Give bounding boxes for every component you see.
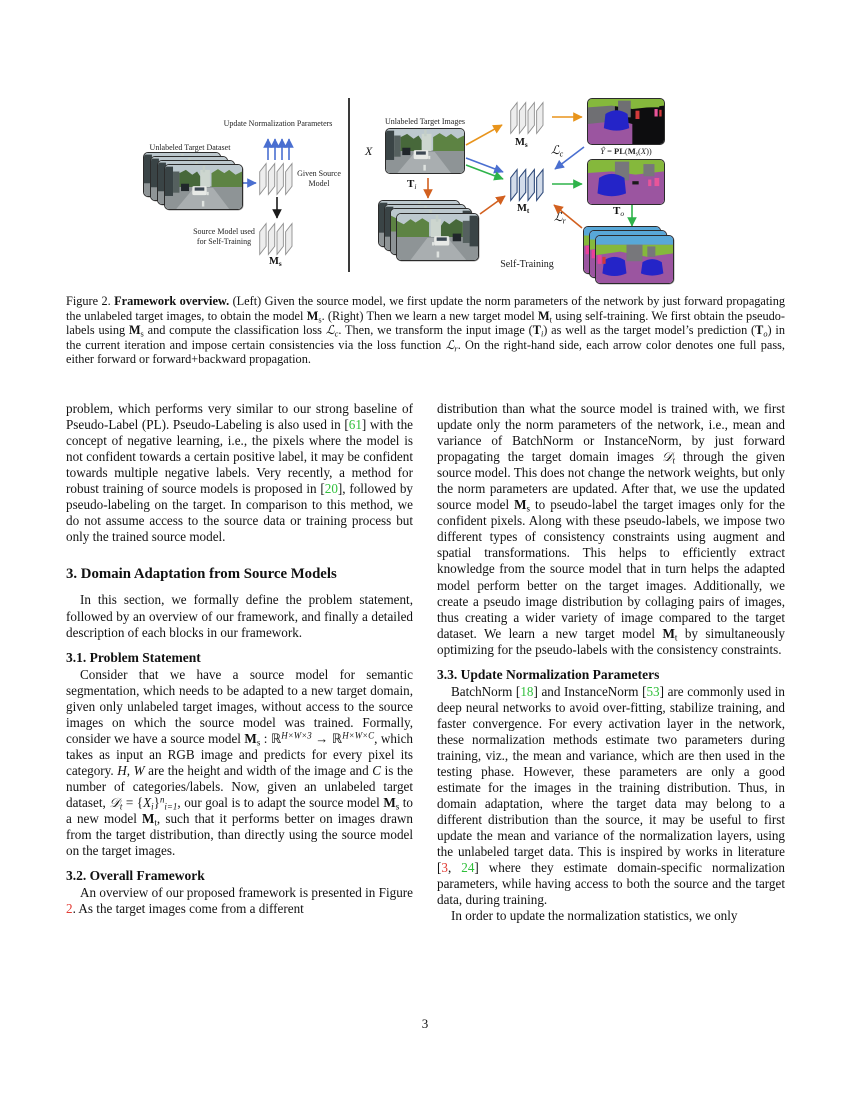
transformed-images-stack xyxy=(378,200,480,262)
paragraph xyxy=(437,401,785,658)
ti-label xyxy=(407,178,416,190)
ms-label-left xyxy=(269,256,282,267)
text-segment: to a new model xyxy=(66,794,413,827)
ms-network-left xyxy=(257,220,297,258)
text-segment: ], followed by pseudo-labeling on the target. In comparison to this method, we do not assume access to the source data or training process but only the trained source model. xyxy=(66,481,413,545)
dataset-label: Unlabeled Target Dataset xyxy=(149,143,231,152)
text-segment: , such that it performs better on images drawn from the target distribution, than directly using the source model on the target images. xyxy=(66,811,413,859)
text-segment: c xyxy=(334,329,339,339)
citation-link[interactable]: ℒ xyxy=(325,323,335,338)
text-segment: ] where they estimate domain-specific normalization parameters, while having access to both the source and the target data, during training. xyxy=(437,860,785,908)
text-segment: T xyxy=(407,178,415,190)
given-source-model-network xyxy=(257,160,297,198)
text-segment: n xyxy=(159,794,165,805)
text-segment: X xyxy=(640,146,647,156)
text-segment: s xyxy=(635,151,639,158)
citation-link[interactable]: ℒ xyxy=(445,337,455,352)
text-segment: c xyxy=(559,149,564,159)
to-label xyxy=(613,205,624,217)
paragraph xyxy=(66,885,413,917)
right-column: distribution than what the source model is trained with, we first update only the norm parameters of the network, i.e., mean and variance of BatchNorm or InstanceNorm, by just forward propagating the target domain images 𝒟$_t$ through the given source model. This does not change the network weights, but only the norm parameters are updated. After that, we use the updated source model $M_s$ to pseudo-label the target images only for the confident pixels. Along with these pseudo-labels, we impose two different types of consistency constraints using augment and spatial transformations. This helps to efficiently extract knowledge from the source model that in turn helps the adapted model perform better on the target images. Additionally, we create a pseudo image distribution by collaging pairs of images, thus creating a wider variety of image compared to the target dataset. We learn a new target model $M_t$ by simultaneously optimizing for the pseudo-labels with the consistency constraints. 3.3. Update Normalization Parameters BatchNorm [18] and InstanceNorm [53] are commonly used in deep neural networks to avoid over-fitting, stabilize training, and faster convergence. For every activation layer in the network, these normalization methods estimate two parameters during training, viz., the mean and variance, which are then used in the testing phase. However, these parameters are only a good estimate for the images in the training distribution. Thus, in domain adaptation, where the target data may belong to a different distribution than the source, it may be useful to first update the mean and variance of the normalization layers, using the unlabeled target data. This is inspired by works in literature [3, 24] where they estimate domain-specific normalization parameters, while having access to both the source and the target data, during training. In order to update the normalization statistics, we only xyxy=(437,401,786,924)
input-image-x xyxy=(385,128,465,174)
text-segment: by simultaneously optimizing for the pseudo-labels with the consistency constraints. xyxy=(437,625,785,657)
given-source-model-label: Given Source Model xyxy=(297,169,341,188)
citation-link[interactable]: ℒ xyxy=(551,143,560,157)
text-segment: )) xyxy=(646,146,652,156)
ms-network-right xyxy=(508,99,548,137)
transformed-predictions-stack xyxy=(583,226,677,284)
text-segment: t xyxy=(119,801,123,812)
text-segment: using self-training. We first obtain the pseudo-labels using xyxy=(66,308,785,338)
text-segment: and compute the classification loss xyxy=(143,323,326,338)
text-segment: C xyxy=(372,762,382,778)
text-segment: Consider that we have a source model for semantic segmentation, which needs to be adapted to a new target domain, given only unlabeled target images, without access to the source images on which the source model was trained. Formally, consider we have a source model xyxy=(66,666,413,746)
text-segment: r xyxy=(454,344,458,354)
citation-link[interactable]: 2 xyxy=(66,901,73,917)
ms-label-right xyxy=(515,137,528,148)
text-segment: t xyxy=(549,315,552,325)
update-norm-label: Update Normalization Parameters xyxy=(223,119,333,128)
text-segment: o xyxy=(620,209,625,219)
source-model-self-training-label: Source Model used for Self-Training xyxy=(193,227,255,246)
figure-caption xyxy=(66,294,785,367)
text-segment: , xyxy=(447,860,462,876)
citation-link[interactable]: ℒ xyxy=(554,210,563,224)
figure-2-diagram xyxy=(65,88,790,288)
text-segment: is the number of categories/labels. Now, given an unlabeled target dataset, xyxy=(66,762,414,810)
text-segment: s xyxy=(395,801,400,812)
text-segment: , our goal is to adapt the source model xyxy=(177,794,384,810)
text-segment: i xyxy=(151,801,154,812)
text-segment: . As the target images come from a different xyxy=(72,901,304,917)
text-segment: X xyxy=(143,794,152,810)
text-segment: s xyxy=(318,315,322,325)
text-segment: H×W×C xyxy=(342,730,375,741)
citation-link[interactable]: 20 xyxy=(324,481,338,497)
text-segment: M xyxy=(627,146,636,156)
text-segment: M xyxy=(515,137,525,148)
paragraph xyxy=(66,401,413,545)
text-segment: t xyxy=(674,632,678,643)
citation-link[interactable]: 18 xyxy=(520,683,534,699)
text-segment: . Then, we transform the input image ( xyxy=(338,323,533,338)
text-segment: t xyxy=(526,207,530,216)
unlabeled-target-dataset-stack xyxy=(143,152,243,210)
text-segment: → ℝ xyxy=(311,730,343,746)
text-segment: , which takes as input an RGB image and predicts for every pixel its category. xyxy=(66,730,414,778)
text-segment: ] are commonly used in deep neural networks to avoid over-fitting, stabilize training, and faster convergence. For every activation layer in the network, these normalization methods estimate two parameters during training, viz., the mean and variance, which are then used in the testing phase. However, these parameters are only a good estimate for the images in the training distribution. Thus, in domain adaptation, where the target data may belong to a different distribution than the source, it may be useful to first update the mean and variance of the normalization layers, using the unlabeled target data. This is inspired by works in literature [ xyxy=(437,683,785,876)
text-segment: M xyxy=(538,308,550,323)
text-segment: distribution than what the source model is trained with, we first update only the norm parameters of the network, i.e., mean and variance of BatchNorm or InstanceNorm, by just forward propagating the target domain images xyxy=(437,401,785,465)
text-segment: . (Right) Then we learn a new target model xyxy=(321,308,538,323)
paragraph xyxy=(66,667,413,860)
mt-prediction-map xyxy=(587,159,665,205)
text-segment: ) in the current iteration and impose certain consistencies via the loss function xyxy=(66,323,785,352)
text-segment: o xyxy=(763,329,768,339)
text-segment: Framework overview. xyxy=(114,294,230,308)
mt-label xyxy=(517,203,529,214)
text-segment: s xyxy=(278,260,282,269)
text-segment: s xyxy=(526,503,531,514)
text-segment: H, W xyxy=(117,762,145,778)
citation-link[interactable]: 61 xyxy=(348,417,362,433)
text-segment: T xyxy=(532,323,541,338)
text-segment: to pseudo-label the target images only for the confident pixels. Along with these pseudo-labels, we impose two different types of consistency constraints using augment and spatial transformations. This helps to efficiently extract knowledge from the source model that in turn helps the adapted model perform better on the target images. Additionally, we create a pseudo image distribution by collaging pairs of images, thus creating a wider variety of image compared to the target dataset. We learn a new target model xyxy=(437,497,785,641)
text-segment: r xyxy=(562,216,566,226)
text-segment: problem, which performs very similar to our strong baseline of Pseudo-Label (PL). Pseudo-Labeling is also used in [ xyxy=(66,401,413,433)
text-segment: = xyxy=(604,146,615,156)
text-segment: H×W×3 xyxy=(281,730,312,741)
text-segment: BatchNorm [ xyxy=(451,683,521,699)
text-segment: M xyxy=(128,323,141,338)
text-segment: T xyxy=(613,205,621,217)
text-segment: Figure 2. xyxy=(66,294,115,308)
citation-link[interactable]: 𝒟 xyxy=(109,794,120,810)
text-segment: t xyxy=(154,817,157,828)
text-segment: M xyxy=(269,256,279,267)
citation-link[interactable]: 53 xyxy=(646,683,660,699)
text-segment: = { xyxy=(122,794,144,810)
text-segment: T xyxy=(755,323,764,338)
text-segment: M xyxy=(244,730,257,746)
text-segment: ] and InstanceNorm [ xyxy=(533,683,647,699)
unlabeled-target-images-label: Unlabeled Target Images xyxy=(384,117,465,126)
text-segment: ) as well as the target model’s prediction ( xyxy=(543,323,756,338)
text-segment: ( xyxy=(624,146,628,156)
text-segment: X xyxy=(365,144,373,158)
mt-network xyxy=(508,166,548,204)
citation-link[interactable]: 3 xyxy=(441,860,448,876)
text-segment: (Left) Given the source model, we first update the norm parameters of the network by just forward propagating the unlabeled target images, to obtain the model xyxy=(66,294,786,323)
self-training-label: Self-Training xyxy=(500,259,554,270)
text-segment: : ℝ xyxy=(260,730,282,746)
text-segment: . On the right-hand side, each arrow color denotes one full pass, either forward or forward+backward propagation. xyxy=(66,337,785,367)
text-segment: Ŷ xyxy=(600,146,605,156)
text-segment: through the given source model. This does not change the network weights, but only the norm parameters are updated. After that, we use the updated source model xyxy=(437,449,786,513)
text-segment: PL xyxy=(614,146,625,156)
text-segment: M xyxy=(662,625,675,641)
text-segment: ] with the concept of negative learning, i.e., the pixels where the model is not confident towards a certain positive label, it may be confident towards multiple negative labels. Very recently, a method for robust training of source models is proposed in [ xyxy=(66,417,413,497)
text-segment: s xyxy=(140,329,144,339)
paragraph: In order to update the normalization statistics, we only xyxy=(451,908,738,924)
text-segment: s xyxy=(524,141,528,150)
x-label xyxy=(365,144,372,159)
text-segment: M xyxy=(383,794,396,810)
pseudo-label-map xyxy=(587,98,665,145)
page-number: 3 xyxy=(421,1016,429,1031)
paragraph: In this section, we formally define the problem statement, followed by an overview of our framework, and finally a detailed description of each blocks in our framework. xyxy=(66,592,413,640)
left-column: problem, which performs very similar to our strong baseline of Pseudo-Label (PL). Pseudo-Labeling is also used in [61] with the concept of negative learning, i.e., the pixels where the model is not confident towards a certain positive label, it may be confident towards multiple negative labels. Very recently, a method for robust training of source models is proposed in [20], followed by pseudo-labeling on the target. In comparison to this method, we do not assume access to the source data or training process but only the trained source model. 3. Domain Adaptation from Source Models In this section, we formally define the problem statement, followed by an overview of our framework, and finally a detailed description of each blocks in our framework. 3.1. Problem Statement Consider that we have a source model for semantic segmentation, which needs to be adapted to a new target domain, given only unlabeled target images, without access to the source images on which the source model was trained. Formally, consider we have a source model $M_s$ : ℝ$^{H\times W\times 3}$ → ℝ$^{H\times W\times C}$, which takes as input an RGB image and predicts for every pixel its category. H, W are the height and width of the image and C is the number of categories/labels. Now, given an unlabeled target dataset, 𝒟$_t$ = $\{X_i\}^n_{i=1}$, our goal is to adapt the source model $M_s$ to a new model $M_t$, such that it performs better on images drawn from the target distribution, than directly using the source model on the target images. 3.2. Overall Framework An overview of our proposed framework is presented in Figure 2. As the target images come from a different xyxy=(66,401,414,917)
panel-divider xyxy=(348,98,350,272)
text-segment: ( xyxy=(638,146,641,156)
paragraph xyxy=(437,684,785,909)
text-segment: An overview of our proposed framework is presented in Figure xyxy=(80,885,413,901)
lc-loss-label xyxy=(551,143,563,158)
text-segment: } xyxy=(153,794,160,810)
text-segment: i xyxy=(540,329,544,339)
yhat-equation-label xyxy=(587,146,665,157)
citation-link[interactable]: 24 xyxy=(461,860,475,876)
text-segment: M xyxy=(306,308,319,323)
text-segment: t xyxy=(672,455,675,466)
text-segment: M xyxy=(142,811,155,827)
text-segment: s xyxy=(256,737,261,748)
text-segment: i xyxy=(414,182,417,192)
section-heading-3: 3. Domain Adaptation from Source Models xyxy=(66,566,337,583)
text-segment: i=1 xyxy=(164,801,178,812)
citation-link[interactable]: 𝒟 xyxy=(661,449,673,465)
text-segment: M xyxy=(514,497,527,513)
text-segment: are the height and width of the image and xyxy=(144,762,373,778)
lr-loss-label xyxy=(554,210,566,225)
text-segment: M xyxy=(517,203,527,214)
